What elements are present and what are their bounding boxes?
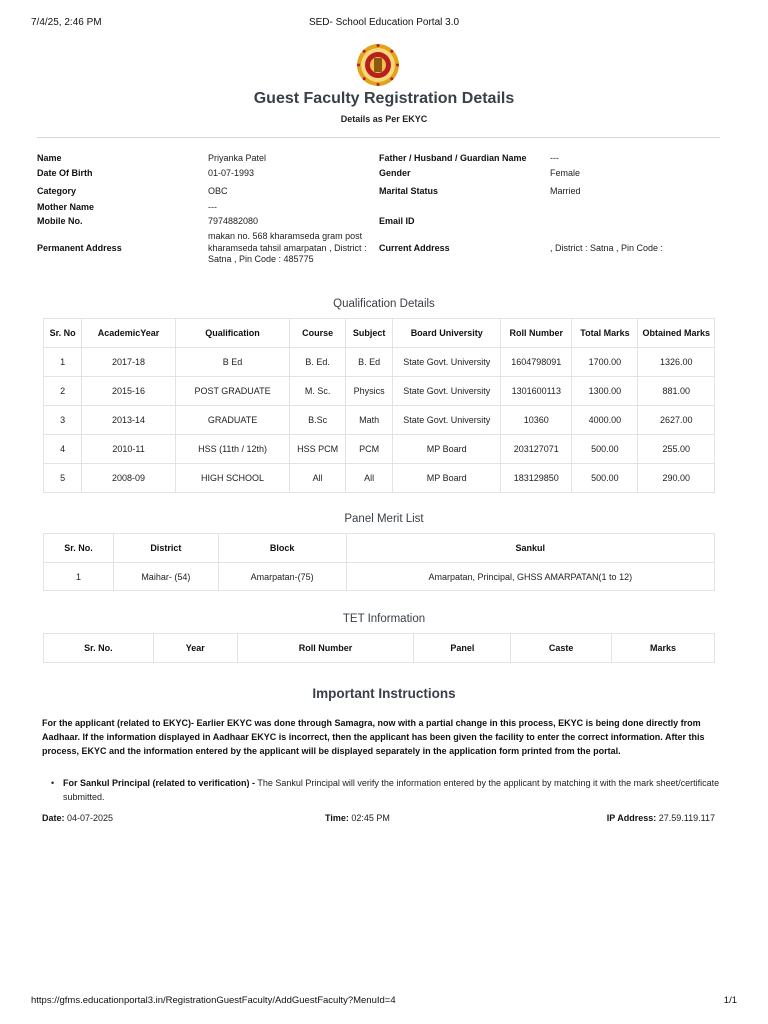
table-cell: 1	[44, 563, 114, 591]
time-value: 02:45 PM	[348, 813, 390, 823]
merit-table	[43, 533, 715, 591]
marital-value: Married	[550, 186, 581, 196]
permanent-address-value: makan no. 568 kharamseda gram post kharamseda tahsil amarpatan , District : Satna , Pin Code : 485775	[208, 231, 367, 264]
instructions-list	[42, 776, 722, 804]
ip-value: 27.59.119.117	[656, 813, 715, 823]
table-cell: 500.00	[572, 464, 638, 493]
date-label: Date:	[42, 813, 65, 823]
col-header-academic-year: AcademicYear	[82, 319, 175, 348]
table-cell: B. Ed	[345, 348, 392, 377]
table-cell: 1700.00	[572, 348, 638, 377]
col-header-roll-number: Roll Number	[501, 319, 572, 348]
table-cell: 255.00	[638, 435, 715, 464]
table-row	[44, 435, 715, 464]
col-header-roll-number: Roll Number	[237, 634, 414, 663]
page-number: 1/1	[723, 995, 737, 1006]
merit-header-row	[44, 534, 715, 563]
col-header-sankul: Sankul	[346, 534, 714, 563]
table-cell: Amarpatan, Principal, GHSS AMARPATAN(1 to 12)	[346, 563, 714, 591]
table-cell: All	[345, 464, 392, 493]
bullet-bold-text: For Sankul Principal (related to verification) -	[63, 778, 256, 788]
qualification-title: Qualification Details	[333, 298, 435, 310]
table-cell: Physics	[345, 377, 392, 406]
permanent-address-label: Permanent Address	[37, 243, 122, 253]
table-cell: GRADUATE	[175, 406, 290, 435]
table-cell: B.Sc	[290, 406, 346, 435]
date-value: 04-07-2025	[64, 813, 114, 823]
ip-info	[607, 813, 715, 823]
table-cell: 2010-11	[82, 435, 175, 464]
table-cell: HSS PCM	[290, 435, 346, 464]
tet-header-row	[44, 634, 715, 663]
mother-value: ---	[208, 202, 217, 212]
table-cell: 10360	[501, 406, 572, 435]
divider	[37, 137, 720, 138]
qualification-header-row	[44, 319, 715, 348]
table-row	[44, 406, 715, 435]
instructions-title: Important Instructions	[312, 686, 456, 701]
table-cell: Math	[345, 406, 392, 435]
mother-label: Mother Name	[37, 202, 95, 212]
col-header-subject: Subject	[345, 319, 392, 348]
gender-label: Gender	[379, 168, 411, 178]
col-header-caste: Caste	[511, 634, 612, 663]
table-cell: HIGH SCHOOL	[175, 464, 290, 493]
table-row	[44, 348, 715, 377]
table-row	[44, 377, 715, 406]
table-row	[44, 464, 715, 493]
tet-table	[43, 633, 715, 663]
qualification-table	[43, 318, 715, 493]
dob-label: Date Of Birth	[37, 168, 93, 178]
print-page-title: SED- School Education Portal 3.0	[308, 17, 460, 28]
table-cell: B Ed	[175, 348, 290, 377]
table-cell: M. Sc.	[290, 377, 346, 406]
time-info	[325, 813, 390, 823]
email-label: Email ID	[379, 216, 415, 226]
table-cell: 881.00	[638, 377, 715, 406]
table-cell: 203127071	[501, 435, 572, 464]
col-header-total-marks: Total Marks	[572, 319, 638, 348]
name-label: Name	[37, 153, 62, 163]
table-cell: MP Board	[393, 464, 501, 493]
col-header-year: Year	[153, 634, 237, 663]
table-cell: 4	[44, 435, 82, 464]
print-header	[31, 17, 737, 31]
table-cell: 1326.00	[638, 348, 715, 377]
table-cell: State Govt. University	[393, 406, 501, 435]
table-cell: State Govt. University	[393, 348, 501, 377]
dob-value: 01-07-1993	[208, 168, 255, 178]
bullet-text: The Sankul Principal will verify the information entered by the applicant by matching it with the mark sheet/certificate submitted.	[63, 778, 720, 802]
col-header-sr-no: Sr. No	[44, 319, 82, 348]
print-datetime: 7/4/25, 2:46 PM	[31, 17, 102, 28]
table-cell: 500.00	[572, 435, 638, 464]
page-url: https://gfms.educationportal3.in/RegistrationGuestFaculty/AddGuestFaculty?MenuId=4	[31, 995, 396, 1006]
table-cell: 2008-09	[82, 464, 175, 493]
table-cell: 5	[44, 464, 82, 493]
table-cell: 2017-18	[82, 348, 175, 377]
table-cell: 1	[44, 348, 82, 377]
mp-emblem-logo	[356, 43, 400, 87]
instructions-paragraph: For the applicant (related to EKYC)- Earlier EKYC was done through Samagra, now with a partial change in this process, EKYC is being done directly from Aadhaar. If the information displayed in Aadhaar EKYC is incorrect, then the applicant has been given the facility to enter the correct information. After this process, EKYC and the information entered by the applicant will be displayed separately in the application form printed from the portal.	[42, 718, 705, 756]
table-cell: 2013-14	[82, 406, 175, 435]
col-header-block: Block	[218, 534, 346, 563]
mobile-label: Mobile No.	[37, 216, 83, 226]
col-header-obtained-marks: Obtained Marks	[638, 319, 715, 348]
col-header-course: Course	[290, 319, 346, 348]
table-cell: 183129850	[501, 464, 572, 493]
bullet-icon: •	[51, 778, 55, 788]
table-cell: Amarpatan-(75)	[218, 563, 346, 591]
ip-label: IP Address:	[606, 813, 657, 823]
category-label: Category	[37, 186, 77, 196]
list-item	[42, 776, 722, 804]
col-header-qualification: Qualification	[175, 319, 290, 348]
table-cell: MP Board	[393, 435, 501, 464]
page-title: Guest Faculty Registration Details	[253, 90, 515, 107]
time-label: Time:	[325, 813, 349, 823]
table-cell: 1301600113	[501, 377, 572, 406]
mobile-value: 7974882080	[208, 216, 259, 226]
table-cell: 290.00	[638, 464, 715, 493]
table-cell: 1300.00	[572, 377, 638, 406]
table-cell: 2015-16	[82, 377, 175, 406]
col-header-sr-no: Sr. No.	[44, 634, 154, 663]
table-cell: 2627.00	[638, 406, 715, 435]
current-address-value: , District : Satna , Pin Code :	[550, 243, 664, 253]
col-header-board-university: Board University	[393, 319, 501, 348]
father-value: ---	[550, 153, 559, 163]
col-header-sr-no: Sr. No.	[44, 534, 114, 563]
table-cell: Maihar- (54)	[113, 563, 218, 591]
table-cell: B. Ed.	[290, 348, 346, 377]
tet-title: TET Information	[342, 613, 426, 625]
table-cell: State Govt. University	[393, 377, 501, 406]
table-cell: HSS (11th / 12th)	[175, 435, 290, 464]
table-cell: 4000.00	[572, 406, 638, 435]
table-cell: 2	[44, 377, 82, 406]
table-cell: PCM	[345, 435, 392, 464]
current-address-label: Current Address	[379, 243, 450, 253]
merit-title: Panel Merit List	[344, 513, 424, 525]
marital-label: Marital Status	[379, 186, 439, 196]
category-value: OBC	[208, 186, 228, 196]
date-info	[42, 813, 113, 823]
col-header-marks: Marks	[612, 634, 715, 663]
father-label: Father / Husband / Guardian Name	[379, 153, 527, 163]
col-header-district: District	[113, 534, 218, 563]
table-cell: All	[290, 464, 346, 493]
page-subtitle: Details as Per EKYC	[340, 114, 428, 124]
gender-value: Female	[550, 168, 581, 178]
table-cell: POST GRADUATE	[175, 377, 290, 406]
table-cell: 3	[44, 406, 82, 435]
table-row	[44, 563, 715, 591]
col-header-panel: Panel	[414, 634, 511, 663]
name-value: Priyanka Patel	[208, 153, 267, 163]
table-cell: 1604798091	[501, 348, 572, 377]
